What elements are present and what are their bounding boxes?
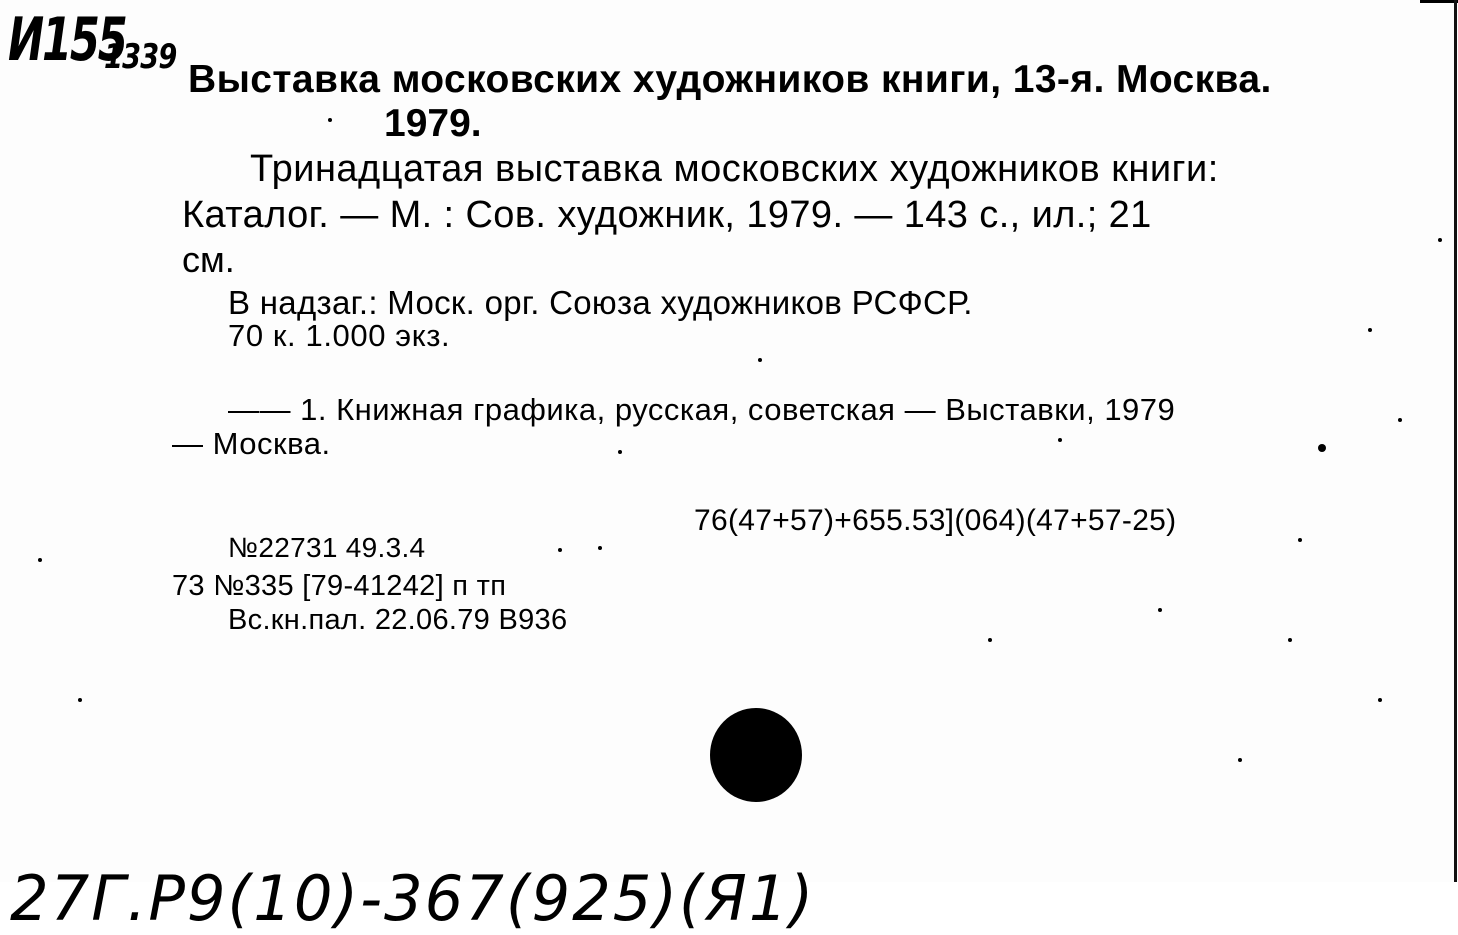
description-line-2: Каталог. — М. : Сов. художник, 1979. — 143 с., ил.; 21 xyxy=(182,194,1152,236)
heading-line-1: Выставка московских художников книги, 13-я. Москва. xyxy=(188,58,1272,101)
description-line-3: см. xyxy=(182,239,235,280)
classification-code: 76(47+57)+655.53](064)(47+57-25) xyxy=(694,504,1177,537)
call-number-sub: 1339 xyxy=(104,37,177,77)
handwritten-classification: 27Г.Р9(10)-367(925)(Я1) xyxy=(10,862,816,935)
registration-number: №22731 49.3.4 xyxy=(228,532,426,563)
description-line-1: Тринадцатая выставка московских художников книги: xyxy=(250,148,1219,190)
call-number-main: И155 xyxy=(8,5,126,75)
book-chamber-stamp-line: Вс.кн.пал. 22.06.79 В936 xyxy=(228,604,568,636)
subject-heading-line-1: —— 1. Книжная графика, русская, советская — Выставки, 1979 xyxy=(228,392,1176,427)
note-line-2: 70 к. 1.000 экз. xyxy=(228,318,451,353)
order-number: 73 №335 [79-41242] п тп xyxy=(172,570,507,602)
note-line-1: В надзаг.: Моск. орг. Союза художников РСФСР. xyxy=(228,284,973,321)
subject-heading-line-2: — Москва. xyxy=(172,426,331,461)
heading-line-2: 1979. xyxy=(384,102,482,145)
